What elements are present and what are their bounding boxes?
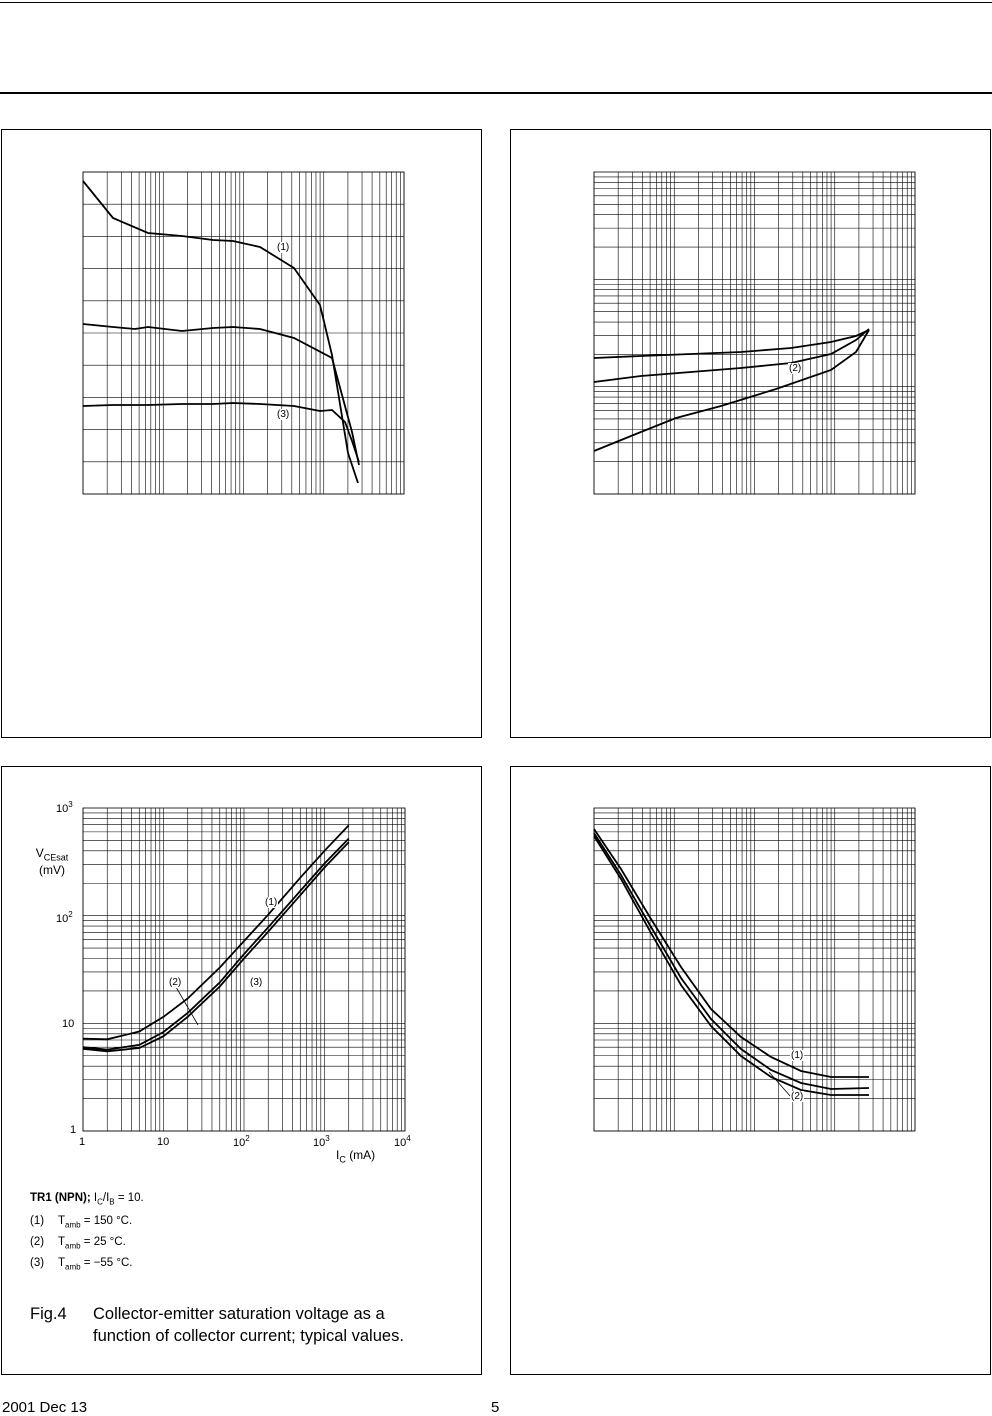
- conditions-note: TR1 (NPN); $I_C/I_B = 10$.: [30, 1192, 144, 1207]
- legend-note-3: (3) $T_{amb} = -55$ °C.: [30, 1257, 133, 1272]
- footer-date: 2001 Dec 13: [2, 1399, 88, 1416]
- x-tick-10000: $10^4$: [394, 1134, 411, 1149]
- curve-label-2: (2): [791, 1091, 804, 1102]
- panel-fig4: [1, 766, 482, 1375]
- y-tick-1000: $10^3$: [56, 800, 73, 815]
- series-line-1: [83, 181, 358, 483]
- x-tick-100: $10^2$: [233, 1134, 250, 1149]
- figure-caption: Fig.4 Collector-emitter saturation voltage as a function of collector current; typical values.: [30, 1305, 404, 1345]
- curve-label-3: (3): [277, 409, 290, 420]
- series-line-2: [83, 839, 349, 1050]
- x-tick-10: 10: [157, 1136, 170, 1148]
- series-line-3: [83, 842, 349, 1051]
- y-tick-10: 10: [62, 1018, 75, 1030]
- y-axis-label: $V_{CEsat}$ (mV): [35, 846, 69, 878]
- series-line-3: [83, 403, 359, 462]
- y-tick-100: $10^2$: [56, 910, 73, 925]
- grid-fig4: [83, 808, 405, 1131]
- series-line-3: [594, 330, 869, 451]
- curve-label-1: (1): [791, 1050, 804, 1061]
- curve-label-2: (2): [169, 977, 182, 988]
- chart-top-left: [2, 130, 483, 739]
- panel-top-left: [1, 129, 482, 738]
- top-rule-thin: [0, 2, 992, 3]
- series-line-1: [594, 330, 869, 358]
- panel-top-right: [510, 129, 991, 738]
- curve-label-3: (3): [250, 977, 263, 988]
- footer-page-number: 5: [491, 1399, 500, 1416]
- legend-note-2: (2) $T_{amb} = 25$ °C.: [30, 1236, 126, 1251]
- grid-bottom-right: [594, 808, 915, 1131]
- legend-note-1: (1) $T_{amb} = 150$ °C.: [30, 1215, 133, 1230]
- x-tick-1: 1: [79, 1136, 86, 1148]
- curve-label-1: (1): [277, 242, 290, 253]
- panel-bottom-right: [510, 766, 991, 1375]
- curve-label-1: (1): [265, 897, 278, 908]
- grid-top-left: [83, 172, 404, 494]
- x-axis-label: $I_C$ (mA): [336, 1148, 376, 1165]
- chart-top-right: [511, 130, 992, 739]
- series-line-2: [83, 324, 359, 465]
- chart-bottom-right: [511, 767, 992, 1376]
- series-line-3: [594, 836, 869, 1095]
- y-tick-1: 1: [70, 1124, 77, 1136]
- curve-label-2: (2): [789, 363, 802, 374]
- top-rule-thick: [0, 92, 992, 94]
- series-line-2: [594, 833, 869, 1089]
- x-tick-1000: $10^3$: [313, 1134, 330, 1149]
